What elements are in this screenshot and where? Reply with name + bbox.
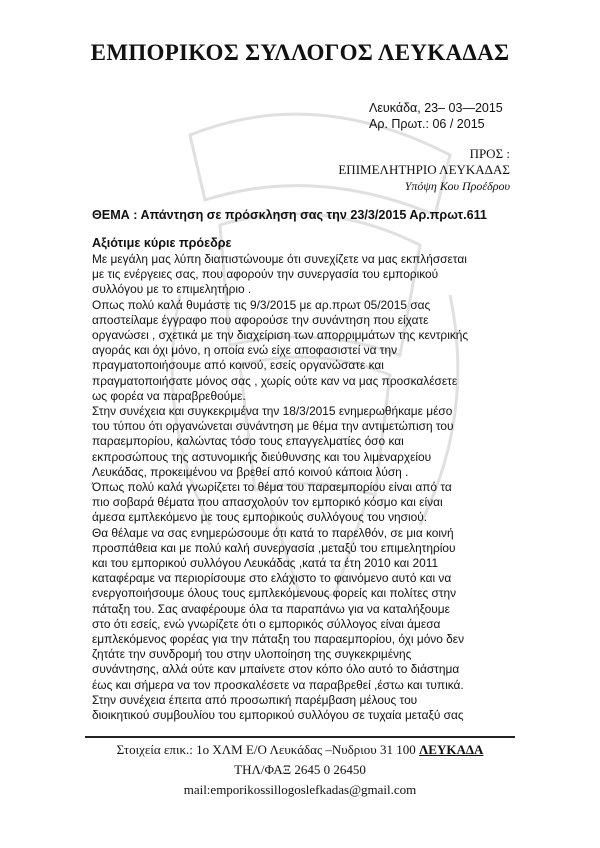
footer-address-text: Στοιχεία επικ.: 1ο ΧΛΜ Ε/Ο Λευκάδας –Νυδριου 31 100 xyxy=(116,742,416,757)
footer-divider xyxy=(85,736,515,738)
letter-salutation: Αξιότιμε κύριε πρόεδρε xyxy=(92,236,232,250)
recipient-to-label: ΠΡΟΣ : xyxy=(469,146,510,161)
body-line: συλλόγου με το επιμελητήριο . xyxy=(92,282,252,297)
footer-address xyxy=(0,740,600,760)
body-line: ζητάτε την συνδρομή του στην υλοποίηση της συγκεκριμένης xyxy=(92,647,412,662)
body-line: με τις ενέργειες σας, που αφορούν την συνεργασία του εμπορικού xyxy=(92,267,439,282)
body-line: παραεμπορίου, καλώντας τόσο τους επαγγελματίες όσο και xyxy=(92,434,404,449)
letter-body xyxy=(92,252,522,723)
body-line: Με μεγάλη μας λύπη διαπιστώνουμε ότι συνεχίζετε να μας εκπλήσσεται xyxy=(92,252,467,266)
footer-city: ΛΕΥΚΑΔΑ xyxy=(418,742,484,757)
recipient-block xyxy=(338,146,510,194)
body-line: άμεσα εμπλεκόμενο με τους εμπορικούς συλλόγους του νησιού. xyxy=(92,510,428,525)
protocol-number: Αρ. Πρωτ.: 06 / 2015 xyxy=(369,117,485,131)
body-line: του τύπου ότι οργανώνεται συνάντηση με θέμα την αντιμετώπιση του xyxy=(92,419,454,434)
body-line: Θα θέλαμε να σας ενημερώσουμε ότι κατά το παρελθόν, σε μια κοινή xyxy=(92,525,454,540)
body-line: ενεργοποιήσουμε όλους τους εμπλεκόμενους φορείς και πολίτες στην xyxy=(92,586,457,601)
body-line: οργανώσει , σχετικά με την διαχείριση των απορριμμάτων της κεντρικής xyxy=(92,328,469,343)
body-line: αγοράς και όχι μόνο, η οποία ενώ είχε αποφασιστεί να την xyxy=(92,343,398,358)
body-line: στο ότι εσείς, ενώ γνωρίζετε ότι ο εμπορικός σύλλογος είναι άμεσα xyxy=(92,616,441,631)
organization-title: ΕΜΠΟΡΙΚΟΣ ΣΥΛΛΟΓΟΣ ΛΕΥΚΑΔΑΣ xyxy=(90,40,510,65)
body-line: διοικητικού συμβουλίου του εμπορικού συλλόγου σε τυχαία μεταξύ σας xyxy=(92,708,464,723)
body-line: πραγματοποιήσουμε από κοινού, εσείς οργανώσατε και xyxy=(92,358,384,373)
body-line: Οπως πολύ καλά θυμάστε τις 9/3/2015 με αρ.πρωτ 05/2015 σας xyxy=(92,297,431,312)
body-line: αποστείλαμε έγγραφο που αφορούσε την συνάντηση που είχατε xyxy=(92,312,429,327)
body-line: και του εμπορικού συλλόγου Λευκάδας ,κατά τα έτη 2010 και 2011 xyxy=(92,556,439,571)
body-line: Λευκάδας, προκειμένου να βρεθεί από κοινού κάποια λύση . xyxy=(92,464,409,479)
letter-meta xyxy=(369,100,503,132)
body-line: προσπάθεια και με πολύ καλή συνεργασία ,μεταξύ του επιμελητηρίου xyxy=(92,540,456,555)
body-line: ως φορέα να παραβρεθούμε. xyxy=(92,388,246,403)
recipient-attention: Υπόψη Κου Προέδρου xyxy=(404,179,510,193)
footer-phone: ΤΗΛ/ΦΑΞ 2645 0 26450 xyxy=(234,762,366,777)
body-line: πάταξη του. Σας αναφέρουμε όλα τα παραπάνω για να καταλήξουμε xyxy=(92,601,450,616)
body-line: συνάντησης, αλλά ούτε καν μπαίνετε στον κόπο όλο αυτό το διάστημα xyxy=(92,662,460,677)
body-line: πιο σοβαρά θέματα που απασχολούν τον εμπορικό κόσμο και είναι xyxy=(92,495,443,510)
footer-email: mail:emporikossillogoslefkadas@gmail.com xyxy=(183,782,417,797)
body-line: έως και σήμερα να τον προσκαλέσετε να παραβρεθεί ,έστω και τυπικά. xyxy=(92,677,464,692)
body-line: Στην συνέχεια έπειτα από προσωπική παρέμβαση μέλους του xyxy=(92,692,418,707)
body-line: εκπροσώπους της αστυνομικής διεύθυνσης και του λιμεναρχείου xyxy=(92,449,432,464)
footer xyxy=(0,740,600,800)
letter-subject: ΘΕΜΑ : Απάντηση σε πρόσκληση σας την 23/3/2015 Αρ.πρωτ.611 xyxy=(92,208,487,222)
body-line: πραγματοποιήσατε μόνος σας , χωρίς ούτε καν να μας προσκαλέσετε xyxy=(92,373,458,388)
body-line: καταφέραμε να περιορίσουμε στο ελάχιστο το φαινόμενο αυτό και να xyxy=(92,571,452,586)
body-line: Όπως πολύ καλά γνωρίζετει το θέμα του παραεμπορίου είναι από τα xyxy=(92,480,452,495)
body-line: Στην συνέχεια και συγκεκριμένα την 18/3/2015 ενημερωθήκαμε μέσο xyxy=(92,404,453,419)
recipient-name: ΕΠΙΜΕΛΗΤΗΡΙΟ ΛΕΥΚΑΔΑΣ xyxy=(338,162,510,177)
body-line: εμπλεκόμενος φορέας για την πάταξη του παραεμπορίου, όχι μόνο δεν xyxy=(92,632,465,647)
place-date: Λευκάδα, 23– 03—2015 xyxy=(369,101,503,115)
